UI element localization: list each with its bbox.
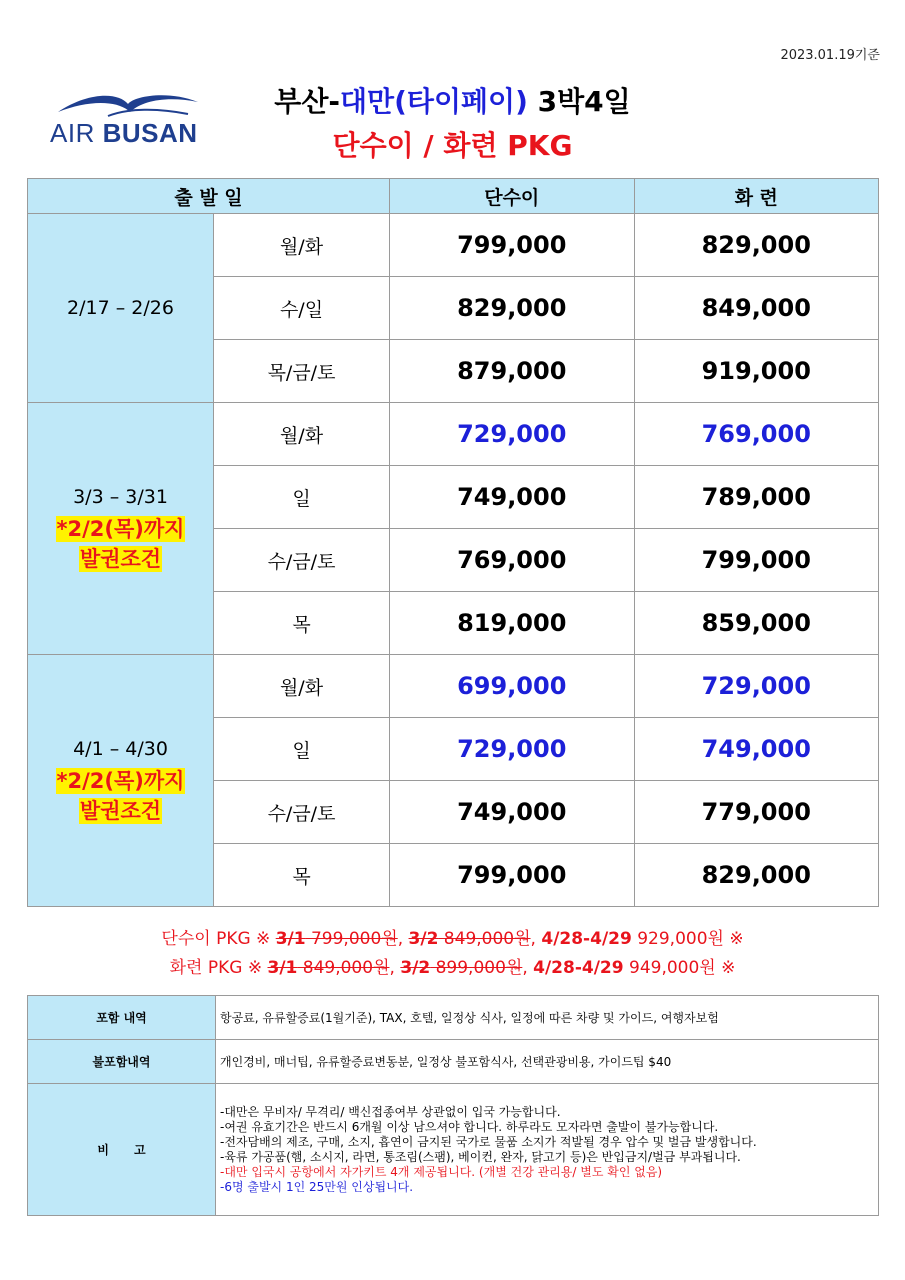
header-tamsui: 단수이 — [390, 179, 635, 214]
period-cell — [28, 655, 214, 907]
info-table — [27, 995, 879, 1216]
hualien-price: 829,000 — [634, 844, 879, 907]
ticketing-condition-note: 발권조건 — [79, 546, 162, 571]
tamsui-surcharge-line: 단수이 PKG ※ 3/1 799,000원, 3/2 849,000원, 4/28-4/29 929,000원 ※ — [161, 929, 744, 949]
header-departure: 출 발 일 — [28, 179, 390, 214]
remarks-row — [28, 1084, 879, 1216]
surcharge-amount: 929,000원 ※ — [631, 929, 744, 949]
ticketing-deadline-note: *2/2(목)까지 — [56, 768, 185, 793]
hualien-price: 729,000 — [634, 655, 879, 718]
title-duration: 3박4일 — [527, 85, 631, 118]
price-table-header — [28, 179, 879, 214]
included-text: 항공료, 유류할증료(1월기준), TAX, 호텔, 일정상 식사, 일정에 따른 차량 및 가이드, 여행자보험 — [216, 996, 879, 1040]
hualien-price: 859,000 — [634, 592, 879, 655]
reference-date: 2023.01.19기준 — [780, 48, 880, 63]
remark-line-price-increase: -6명 출발시 1인 25만원 인상됩니다. — [220, 1179, 414, 1194]
tamsui-price: 799,000 — [390, 844, 635, 907]
remark-line: -여권 유효기간은 반드시 6개월 이상 남으셔야 합니다. 하루라도 모자라면 출발이 불가능합니다. — [220, 1119, 719, 1134]
surcharge-date: 3/1 — [275, 929, 306, 949]
table-row — [28, 655, 879, 718]
period-cell — [28, 214, 214, 403]
surcharge-date: 3/1 — [267, 958, 298, 978]
included-row — [28, 996, 879, 1040]
title-destination: 대만(타이페이) — [340, 85, 528, 118]
title-origin: 부산- — [274, 85, 340, 118]
surcharge-date: 3/2 — [408, 929, 439, 949]
hualien-price: 849,000 — [634, 277, 879, 340]
weekday-cell: 수/일 — [214, 277, 390, 340]
hualien-price: 769,000 — [634, 403, 879, 466]
weekday-cell: 목 — [214, 844, 390, 907]
surcharge-date: 4/28-4/29 — [533, 958, 624, 978]
excluded-row — [28, 1040, 879, 1084]
header-hualien: 화 련 — [634, 179, 879, 214]
tamsui-price: 749,000 — [390, 466, 635, 529]
tamsui-price: 749,000 — [390, 781, 635, 844]
period-cell — [28, 403, 214, 655]
remark-line: -육류 가공품(햄, 소시지, 라면, 통조림(스팸), 베이컨, 완자, 닭고기 등)은 반입금지/벌금 부과됩니다. — [220, 1149, 741, 1164]
remark-line: -대만은 무비자/ 무격리/ 백신접종여부 상관없이 입국 가능합니다. — [220, 1104, 561, 1119]
surcharge-amount: 949,000원 ※ — [623, 958, 736, 978]
logo-air: AIR — [50, 118, 103, 148]
excluded-label: 불포함내역 — [28, 1040, 216, 1084]
surcharge-date: 4/28-4/29 — [541, 929, 632, 949]
tamsui-price: 729,000 — [390, 718, 635, 781]
hualien-price: 799,000 — [634, 529, 879, 592]
hualien-price: 789,000 — [634, 466, 879, 529]
surcharge-prefix: 화련 PKG ※ — [169, 958, 268, 978]
page-subtitle: 단수이 / 화련 PKG — [332, 129, 573, 162]
tamsui-price: 879,000 — [390, 340, 635, 403]
hualien-price: 779,000 — [634, 781, 879, 844]
logo-busan: BUSAN — [102, 118, 198, 148]
weekday-cell: 목/금/토 — [214, 340, 390, 403]
tamsui-price: 799,000 — [390, 214, 635, 277]
surcharge-notes — [0, 925, 905, 983]
table-row — [28, 214, 879, 277]
page-title — [0, 80, 905, 120]
surcharge-amount: 849,000원 — [297, 958, 390, 978]
weekday-cell: 수/금/토 — [214, 529, 390, 592]
ticketing-deadline-note: *2/2(목)까지 — [56, 516, 185, 541]
surcharge-amount: 849,000원 — [438, 929, 531, 949]
weekday-cell: 목 — [214, 592, 390, 655]
period-range: 4/1 – 4/30 — [73, 737, 168, 760]
period-range: 2/17 – 2/26 — [67, 297, 174, 319]
weekday-cell: 월/화 — [214, 214, 390, 277]
period-range: 3/3 – 3/31 — [73, 485, 168, 508]
hualien-price: 919,000 — [634, 340, 879, 403]
surcharge-date: 3/2 — [400, 958, 431, 978]
remark-line: -전자담배의 제조, 구매, 소지, 흡연이 금지된 국가로 물품 소지가 적발될 경우 압수 및 벌금 발생합니다. — [220, 1134, 757, 1149]
hualien-price: 829,000 — [634, 214, 879, 277]
remarks-text — [216, 1084, 879, 1216]
table-row — [28, 403, 879, 466]
remarks-label: 비 고 — [28, 1084, 216, 1216]
remark-line-test-kit: -대만 입국시 공항에서 자가키트 4개 제공됩니다. (개별 건강 관리용/ 별도 확인 없음) — [220, 1164, 663, 1179]
included-label: 포함 내역 — [28, 996, 216, 1040]
hualien-surcharge-line: 화련 PKG ※ 3/1 849,000원, 3/2 899,000원, 4/28-4/29 949,000원 ※ — [169, 958, 736, 978]
excluded-text: 개인경비, 매너팁, 유류할증료변동분, 일정상 불포함식사, 선택관광비용, 가이드팁 $40 — [216, 1040, 879, 1084]
surcharge-prefix: 단수이 PKG ※ — [161, 929, 276, 949]
weekday-cell: 일 — [214, 718, 390, 781]
tamsui-price: 769,000 — [390, 529, 635, 592]
weekday-cell: 월/화 — [214, 655, 390, 718]
tamsui-price: 699,000 — [390, 655, 635, 718]
hualien-price: 749,000 — [634, 718, 879, 781]
tamsui-price: 829,000 — [390, 277, 635, 340]
surcharge-amount: 899,000원 — [430, 958, 523, 978]
weekday-cell: 월/화 — [214, 403, 390, 466]
price-table — [27, 178, 879, 907]
tamsui-price: 729,000 — [390, 403, 635, 466]
weekday-cell: 수/금/토 — [214, 781, 390, 844]
ticketing-condition-note: 발권조건 — [79, 798, 162, 823]
weekday-cell: 일 — [214, 466, 390, 529]
surcharge-amount: 799,000원 — [305, 929, 398, 949]
tamsui-price: 819,000 — [390, 592, 635, 655]
